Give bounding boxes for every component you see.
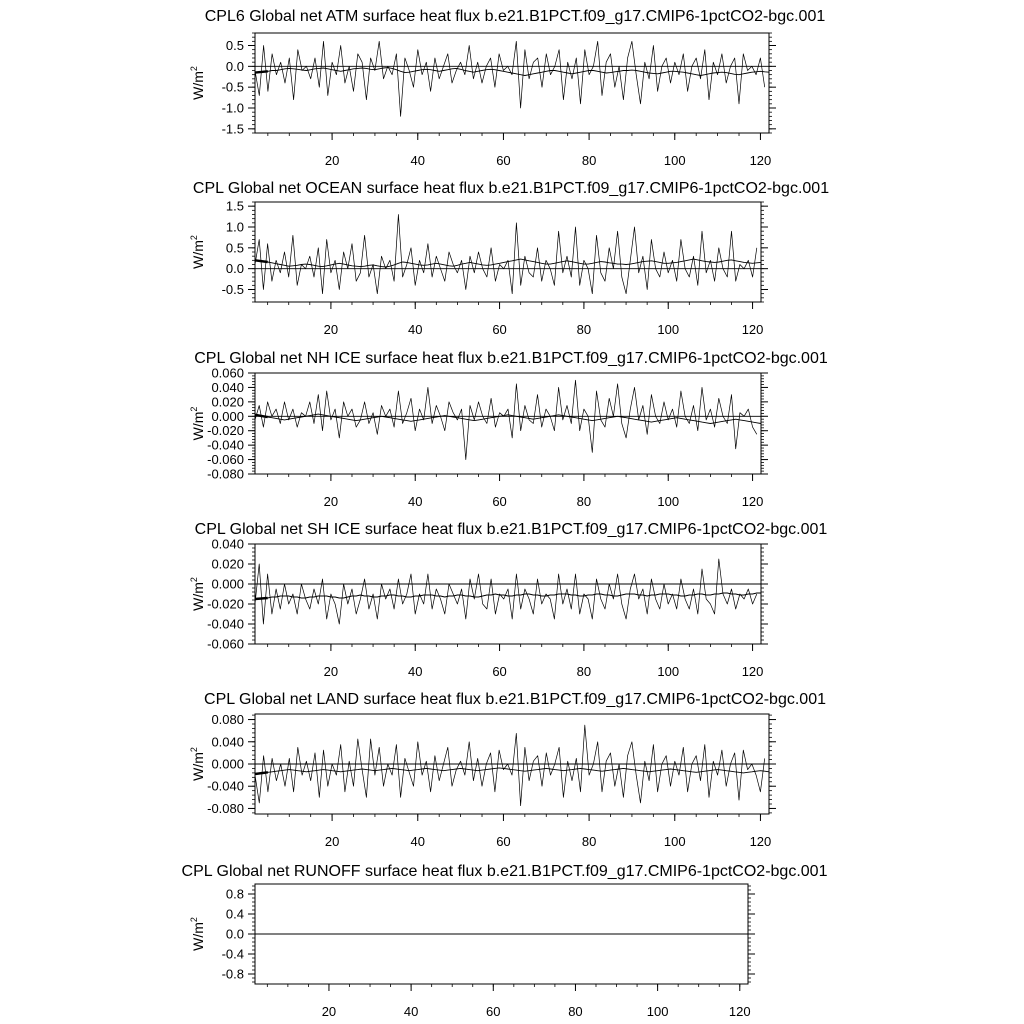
chart-title: CPL6 Global net ATM surface heat flux b.e21.B1PCT.f09_g17.CMIP6-1pctCO2-bgc.001 — [204, 8, 826, 25]
y-tick-label: -1.5 — [221, 121, 244, 137]
y-tick-label: 0.000 — [211, 576, 244, 592]
y-tick-label: 0.0 — [225, 261, 244, 277]
x-tick-label: 100 — [657, 664, 680, 679]
x-tick-label: 60 — [496, 153, 511, 168]
x-tick-label: 120 — [741, 494, 764, 509]
y-tick-label: 0.5 — [225, 38, 244, 53]
y-axis-label: $W/m^2$ — [189, 747, 206, 781]
chart-title: CPL Global net NH ICE surface heat flux b.e21.B1PCT.f09_g17.CMIP6-1pctCO2-bgc.001 — [194, 350, 828, 367]
series-line-annual — [255, 41, 765, 116]
y-tick-label: -0.020 — [207, 423, 244, 439]
x-tick-label: 80 — [568, 1004, 583, 1019]
y-tick-label: 0.0 — [225, 58, 244, 74]
x-tick-label: 60 — [492, 664, 507, 679]
chart-title: CPL Global net LAND surface heat flux b.e21.B1PCT.f09_g17.CMIP6-1pctCO2-bgc.001 — [204, 691, 826, 708]
y-tick-label: -1.0 — [221, 100, 244, 116]
series-start-marker — [255, 772, 268, 774]
x-tick-label: 20 — [321, 1004, 337, 1019]
x-tick-label: 40 — [407, 664, 423, 679]
x-tick-label: 120 — [749, 834, 772, 849]
y-tick-label: 0.5 — [225, 240, 244, 256]
series-start-marker — [255, 71, 268, 72]
x-tick-label: 120 — [741, 322, 764, 337]
series-line-annual — [255, 380, 757, 459]
y-tick-label: 0.080 — [211, 712, 244, 728]
y-tick-label: 0.040 — [211, 379, 244, 395]
series-start-marker — [255, 598, 268, 599]
x-tick-label: 100 — [663, 834, 686, 849]
chart-title: CPL Global net SH ICE surface heat flux b.e21.B1PCT.f09_g17.CMIP6-1pctCO2-bgc.001 — [194, 521, 828, 538]
y-tick-label: 0.060 — [211, 365, 244, 381]
x-tick-label: 80 — [576, 494, 592, 509]
x-tick-label: 100 — [657, 494, 680, 509]
x-tick-label: 60 — [486, 1004, 501, 1019]
y-tick-label: 0.0 — [225, 926, 244, 942]
y-tick-label: 0.4 — [225, 906, 244, 922]
series-line-annual — [255, 725, 765, 806]
y-tick-label: 0.040 — [211, 536, 244, 552]
x-tick-label: 20 — [324, 834, 340, 849]
x-tick-label: 20 — [323, 664, 339, 679]
chart-panel-5 — [189, 691, 826, 849]
y-tick-label: -0.080 — [207, 466, 244, 482]
plot-frame — [255, 202, 761, 302]
series-line-annual — [255, 215, 757, 294]
y-tick-label: -0.040 — [207, 616, 244, 632]
y-tick-label: 0.000 — [211, 756, 244, 772]
x-tick-label: 100 — [646, 1004, 669, 1019]
plot-frame — [255, 373, 761, 474]
chart-panel-3 — [189, 350, 828, 509]
x-tick-label: 120 — [728, 1004, 751, 1019]
y-tick-label: -0.5 — [221, 79, 244, 95]
x-tick-label: 100 — [657, 322, 680, 337]
chart-title: CPL Global net RUNOFF surface heat flux b.e21.B1PCT.f09_g17.CMIP6-1pctCO2-bgc.001 — [181, 863, 828, 880]
y-tick-label: -0.080 — [207, 800, 244, 816]
chart-title: CPL Global net OCEAN surface heat flux b.e21.B1PCT.f09_g17.CMIP6-1pctCO2-bgc.001 — [192, 180, 830, 197]
y-tick-label: 1.5 — [225, 198, 244, 214]
y-tick-label: -0.040 — [207, 437, 244, 453]
y-tick-label: -0.5 — [221, 282, 244, 297]
x-tick-label: 40 — [410, 834, 426, 849]
chart-panel-6 — [182, 863, 828, 1019]
x-tick-label: 20 — [324, 153, 340, 168]
chart-panel-4 — [189, 521, 827, 679]
x-tick-label: 120 — [741, 664, 764, 679]
y-tick-label: 1.0 — [225, 219, 244, 235]
x-tick-label: 80 — [581, 153, 597, 168]
x-tick-label: 40 — [403, 1004, 419, 1019]
y-axis-label: $W/m^2$ — [189, 66, 206, 100]
x-tick-label: 80 — [576, 664, 592, 679]
y-tick-label: 0.020 — [211, 556, 244, 572]
chart-panel-1 — [189, 8, 825, 168]
y-tick-label: -0.060 — [207, 452, 244, 468]
y-tick-label: -0.8 — [221, 966, 244, 982]
y-tick-label: -0.060 — [207, 636, 244, 652]
x-tick-label: 60 — [492, 322, 507, 337]
y-tick-label: 0.040 — [211, 734, 244, 750]
x-tick-label: 20 — [323, 322, 339, 337]
y-axis-label: $W/m^2$ — [189, 406, 206, 441]
series-line-annual — [255, 559, 757, 624]
chart-panel-2 — [189, 180, 829, 337]
y-tick-label: 0.000 — [211, 408, 244, 424]
x-tick-label: 80 — [576, 322, 592, 337]
y-axis-label: $W/m^2$ — [189, 917, 206, 951]
x-tick-label: 80 — [581, 834, 597, 849]
x-tick-label: 40 — [407, 494, 423, 509]
y-tick-label: -0.040 — [207, 778, 244, 794]
x-tick-label: 40 — [410, 153, 426, 168]
x-tick-label: 100 — [663, 153, 686, 168]
y-tick-label: -0.020 — [207, 596, 244, 612]
x-tick-label: 120 — [749, 153, 772, 168]
x-tick-label: 20 — [323, 494, 339, 509]
series-start-marker — [255, 260, 268, 262]
y-axis-label: $W/m^2$ — [189, 577, 206, 611]
y-tick-label: 0.8 — [225, 886, 244, 902]
x-tick-label: 40 — [407, 322, 423, 337]
y-tick-label: 0.020 — [211, 394, 244, 410]
y-tick-label: -0.4 — [221, 946, 244, 962]
plot-frame — [255, 33, 769, 133]
x-tick-label: 60 — [496, 834, 511, 849]
x-tick-label: 60 — [492, 494, 507, 509]
y-axis-label: $W/m^2$ — [189, 235, 206, 269]
